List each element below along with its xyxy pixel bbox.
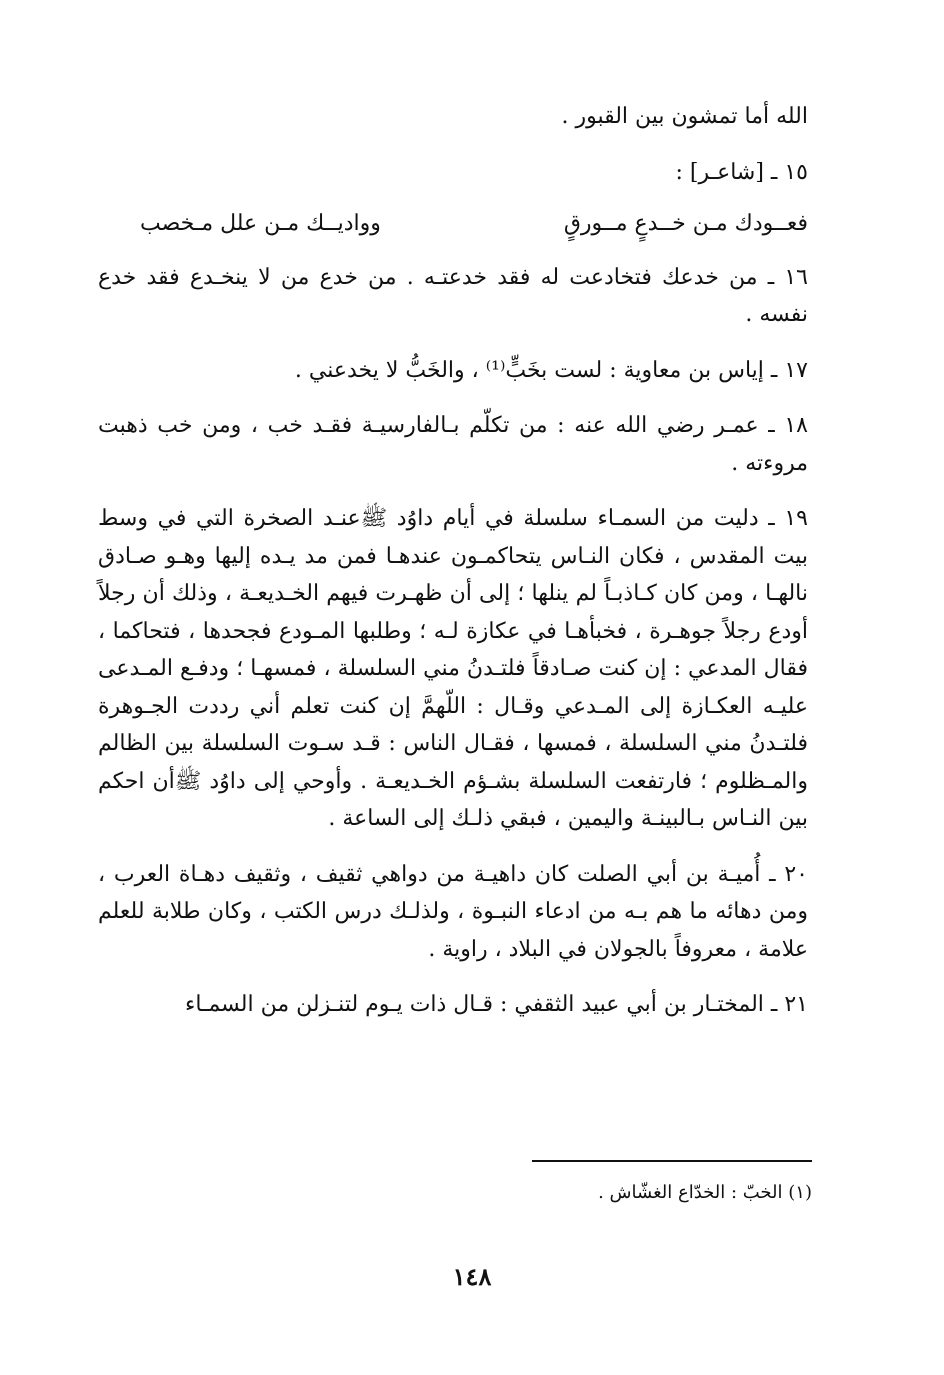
paragraph-16: ١٦ ـ من خدعك فتخادعت له فقد خدعتـه . من خدع من لا ينخـدع فقد خدع نفسه . <box>98 264 808 327</box>
verse-second-hemistich: وواديــك مـن علل مـخصب <box>140 211 381 236</box>
main-text <box>98 98 808 1042</box>
page-number: ١٤٨ <box>452 1262 492 1291</box>
paragraph-15-heading: ١٥ ـ [شاعـر] : <box>675 159 808 185</box>
footnote: (١) الخبّ : الخدّاع الغشّاش . <box>598 1182 812 1203</box>
paragraph-19: ١٩ ـ دليت من السمـاء سلسلة في أيام داوُد ﷺعنـد الصخرة التي في وسط بيت المقدس ، فكان النـاس يتحاكمـون عندهـا فمن مد يـده إليها وهـو صـادق نالهـا ، ومن كان كـاذبـاً لم ينلها ؛ إلى أن ظهـرت فيهم الخـديعـة ، وذلك أن رجلاً أودع رجلاً جوهـرة ، فخبأهـا في عكازة لـه ؛ وطلبها المـودع فجحدها ، فتحاكما ، فقال المدعي : إن كنت صـادقاً فلتـدنُ مني السلسلة ، فمسهـا ؛ ودفـع المـدعى عليـه العكـازة إلى المـدعي وقـال : اللّهمَّ إن كنت تعلم أني رددت الجـوهرة فلتـدنُ مني السلسلة ، فمسها ، فقـال الناس : قـد سـوت السلسلة بين الظالم والمـظلوم ؛ فارتفعت السلسلة بشـؤم الخـديعـة . وأوحي إلى داوُد ﷺأن احكم بين النـاس بـالبينـة واليمين ، فبقي ذلـك إلى الساعة . <box>98 506 808 831</box>
footnote-divider <box>532 1160 812 1162</box>
paragraph-intro: الله أما تمشون بين القبور . <box>561 104 808 129</box>
paragraph-21: ٢١ ـ المختـار بن أبي عبيد الثقفي : قـال ذات يـوم لتنـزلن من السمـاء <box>184 992 808 1017</box>
verse-first-hemistich: فعــودك مـن خــدعٍ مــورقٍ <box>563 211 808 236</box>
paragraph-18: ١٨ ـ عمـر رضي الله عنه : من تكلّم بـالفارسيـة فقـد خب ، ومن خب ذهبت مروءته . <box>98 413 808 476</box>
paragraph-20: ٢٠ ـ أُميـة بن أبي الصلت كان داهيـة من دواهي ثقيف ، وثقيف دهـاة العرب ، ومن دهائه ما هم بـه من ادعاء النبـوة ، ولذلـك درس الكتب ، وكان طلابة للعلم علامة ، معروفاً بالجولان في البلاد ، راوية . <box>98 861 808 962</box>
paragraph-17: ١٧ ـ إياس بن معاوية : لست بخَبٍّ⁽¹⁾ ، والخَبُّ لا يخدعني . <box>294 357 808 383</box>
poetry-verse <box>98 205 808 243</box>
